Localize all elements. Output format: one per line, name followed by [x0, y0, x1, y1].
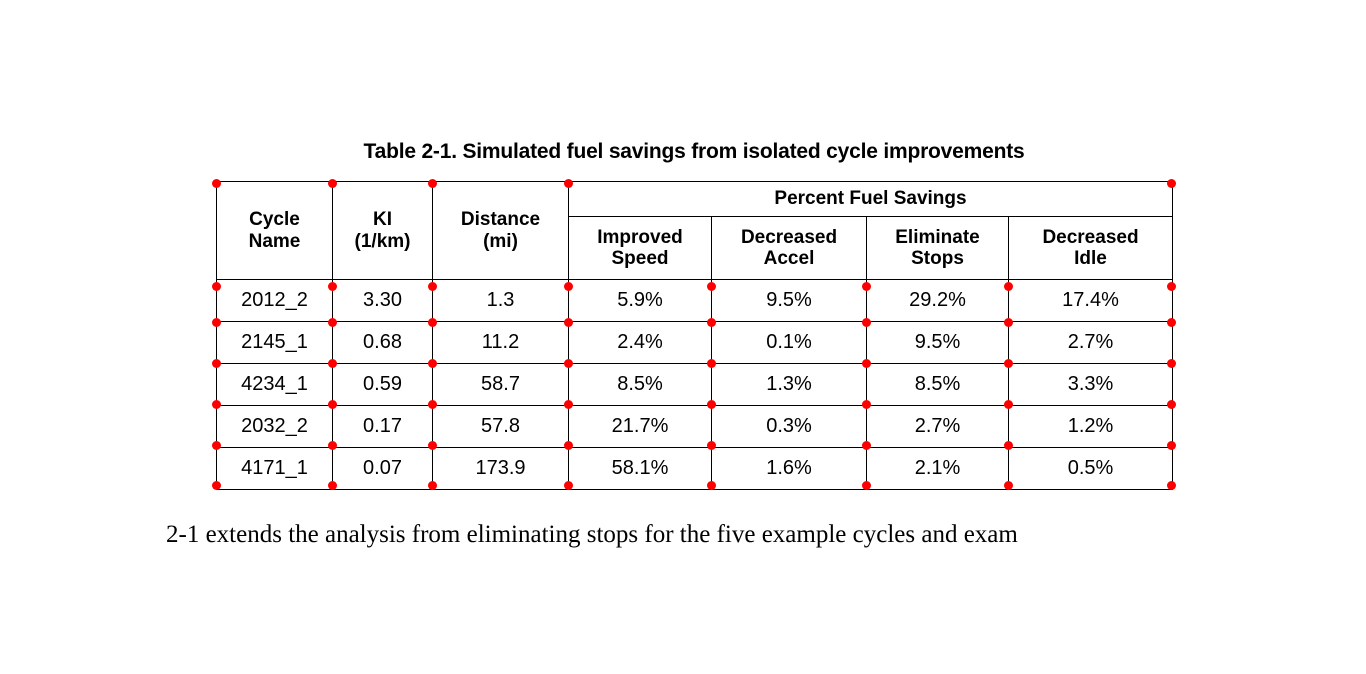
column-header-decreased-idle: [1009, 217, 1173, 280]
cell-decreased-accel: 1.3%: [712, 364, 867, 406]
table-resize-handle[interactable]: [1167, 282, 1176, 291]
table-resize-handle[interactable]: [328, 318, 337, 327]
header-line-2: Speed: [611, 248, 669, 269]
header-line-1: Improved: [597, 226, 683, 248]
cell-distance: 11.2: [433, 322, 569, 364]
column-header-eliminate-stops: [867, 217, 1009, 280]
table-resize-handle[interactable]: [564, 441, 573, 450]
cell-eliminate-stops: 2.1%: [867, 448, 1009, 490]
cell-eliminate-stops: 9.5%: [867, 322, 1009, 364]
header-line-2: (mi): [483, 230, 518, 252]
table-resize-handle[interactable]: [862, 441, 871, 450]
column-header-improved-speed: [569, 217, 712, 280]
table-resize-handle[interactable]: [212, 441, 221, 450]
column-header-cycle-name: [217, 182, 333, 280]
table-resize-handle[interactable]: [328, 359, 337, 368]
table-resize-handle[interactable]: [1167, 400, 1176, 409]
table-resize-handle[interactable]: [1004, 318, 1013, 327]
table-resize-handle[interactable]: [1004, 400, 1013, 409]
table-resize-handle[interactable]: [1004, 282, 1013, 291]
cell-improved-speed: 21.7%: [569, 406, 712, 448]
cell-distance: 173.9: [433, 448, 569, 490]
table-resize-handle[interactable]: [1167, 441, 1176, 450]
cell-distance: 57.8: [433, 406, 569, 448]
table-resize-handle[interactable]: [1167, 359, 1176, 368]
cell-decreased-idle: 1.2%: [1009, 406, 1173, 448]
cell-decreased-idle: 3.3%: [1009, 364, 1173, 406]
table-resize-handle[interactable]: [564, 400, 573, 409]
table-resize-handle[interactable]: [212, 282, 221, 291]
cell-distance: 1.3: [433, 280, 569, 322]
table-resize-handle[interactable]: [564, 318, 573, 327]
cell-eliminate-stops: 2.7%: [867, 406, 1009, 448]
table-resize-handle[interactable]: [564, 481, 573, 490]
cell-cycle-name: 2145_1: [217, 322, 333, 364]
header-line-1: Eliminate: [895, 226, 980, 248]
table-resize-handle[interactable]: [1167, 318, 1176, 327]
table-resize-handle[interactable]: [1004, 441, 1013, 450]
table-row: [217, 448, 1173, 490]
cell-cycle-name: 2032_2: [217, 406, 333, 448]
table-resize-handle[interactable]: [707, 441, 716, 450]
table-resize-handle[interactable]: [328, 282, 337, 291]
table-row: [217, 406, 1173, 448]
table-row: [217, 322, 1173, 364]
cell-decreased-accel: 1.6%: [712, 448, 867, 490]
header-line-1: Decreased: [1042, 226, 1139, 248]
table-resize-handle[interactable]: [1167, 179, 1176, 188]
table-resize-handle[interactable]: [212, 318, 221, 327]
table-row: [217, 364, 1173, 406]
table-resize-handle[interactable]: [428, 481, 437, 490]
table-resize-handle[interactable]: [328, 179, 337, 188]
header-line-1: Cycle: [249, 209, 300, 231]
table-row: [217, 280, 1173, 322]
table-resize-handle[interactable]: [328, 481, 337, 490]
cell-decreased-idle: 2.7%: [1009, 322, 1173, 364]
cell-decreased-idle: 0.5%: [1009, 448, 1173, 490]
table-resize-handle[interactable]: [707, 400, 716, 409]
table-resize-handle[interactable]: [862, 481, 871, 490]
cell-improved-speed: 5.9%: [569, 280, 712, 322]
column-header-ki: [333, 182, 433, 280]
column-header-distance: [433, 182, 569, 280]
table-resize-handle[interactable]: [707, 359, 716, 368]
table-header-row-group: [217, 182, 1173, 217]
table-resize-handle[interactable]: [564, 179, 573, 188]
cell-decreased-accel: 9.5%: [712, 280, 867, 322]
cell-improved-speed: 2.4%: [569, 322, 712, 364]
header-line-1: Decreased: [740, 226, 838, 248]
column-header-decreased-accel: [712, 217, 867, 280]
table-resize-handle[interactable]: [862, 318, 871, 327]
table-resize-handle[interactable]: [707, 282, 716, 291]
table-resize-handle[interactable]: [862, 282, 871, 291]
table-resize-handle[interactable]: [428, 282, 437, 291]
table-resize-handle[interactable]: [564, 359, 573, 368]
cell-ki: 0.07: [333, 448, 433, 490]
cell-decreased-accel: 0.3%: [712, 406, 867, 448]
cell-cycle-name: 4234_1: [217, 364, 333, 406]
table-resize-handle[interactable]: [428, 359, 437, 368]
table-resize-handle[interactable]: [1167, 481, 1176, 490]
table-resize-handle[interactable]: [707, 318, 716, 327]
header-line-2: Name: [248, 230, 301, 252]
cell-decreased-accel: 0.1%: [712, 322, 867, 364]
table-resize-handle[interactable]: [428, 179, 437, 188]
table-resize-handle[interactable]: [212, 359, 221, 368]
body-paragraph: 2-1 extends the analysis from eliminating stops for the five example cycles and exam: [166, 521, 1018, 548]
cell-decreased-idle: 17.4%: [1009, 280, 1173, 322]
table-resize-handle[interactable]: [428, 400, 437, 409]
header-line-1: Distance: [460, 209, 541, 231]
table-resize-handle[interactable]: [428, 441, 437, 450]
header-line-2: Idle: [1074, 248, 1107, 269]
table-resize-handle[interactable]: [707, 481, 716, 490]
cell-cycle-name: 4171_1: [217, 448, 333, 490]
cell-ki: 0.59: [333, 364, 433, 406]
header-line-2: Accel: [763, 248, 815, 269]
cell-eliminate-stops: 8.5%: [867, 364, 1009, 406]
column-group-header-percent-fuel-savings: Percent Fuel Savings: [569, 182, 1173, 217]
table-resize-handle[interactable]: [212, 481, 221, 490]
cell-ki: 3.30: [333, 280, 433, 322]
table-resize-handle[interactable]: [328, 441, 337, 450]
table-caption: Table 2-1. Simulated fuel savings from isolated cycle improvements: [363, 140, 1025, 163]
header-line-2: (1/km): [354, 230, 411, 252]
table-resize-handle[interactable]: [1004, 481, 1013, 490]
cell-distance: 58.7: [433, 364, 569, 406]
table-resize-handle[interactable]: [862, 400, 871, 409]
table-resize-handle[interactable]: [212, 400, 221, 409]
table-resize-handle[interactable]: [428, 318, 437, 327]
cell-eliminate-stops: 29.2%: [867, 280, 1009, 322]
fuel-savings-table: [216, 181, 1172, 490]
cell-ki: 0.68: [333, 322, 433, 364]
header-line-2: Stops: [911, 248, 964, 269]
header-line-1: KI: [373, 209, 392, 231]
table-resize-handle[interactable]: [862, 359, 871, 368]
table-resize-handle[interactable]: [1004, 359, 1013, 368]
cell-cycle-name: 2012_2: [217, 280, 333, 322]
cell-ki: 0.17: [333, 406, 433, 448]
table-resize-handle[interactable]: [564, 282, 573, 291]
table-resize-handle[interactable]: [212, 179, 221, 188]
cell-improved-speed: 8.5%: [569, 364, 712, 406]
cell-improved-speed: 58.1%: [569, 448, 712, 490]
table-resize-handle[interactable]: [328, 400, 337, 409]
